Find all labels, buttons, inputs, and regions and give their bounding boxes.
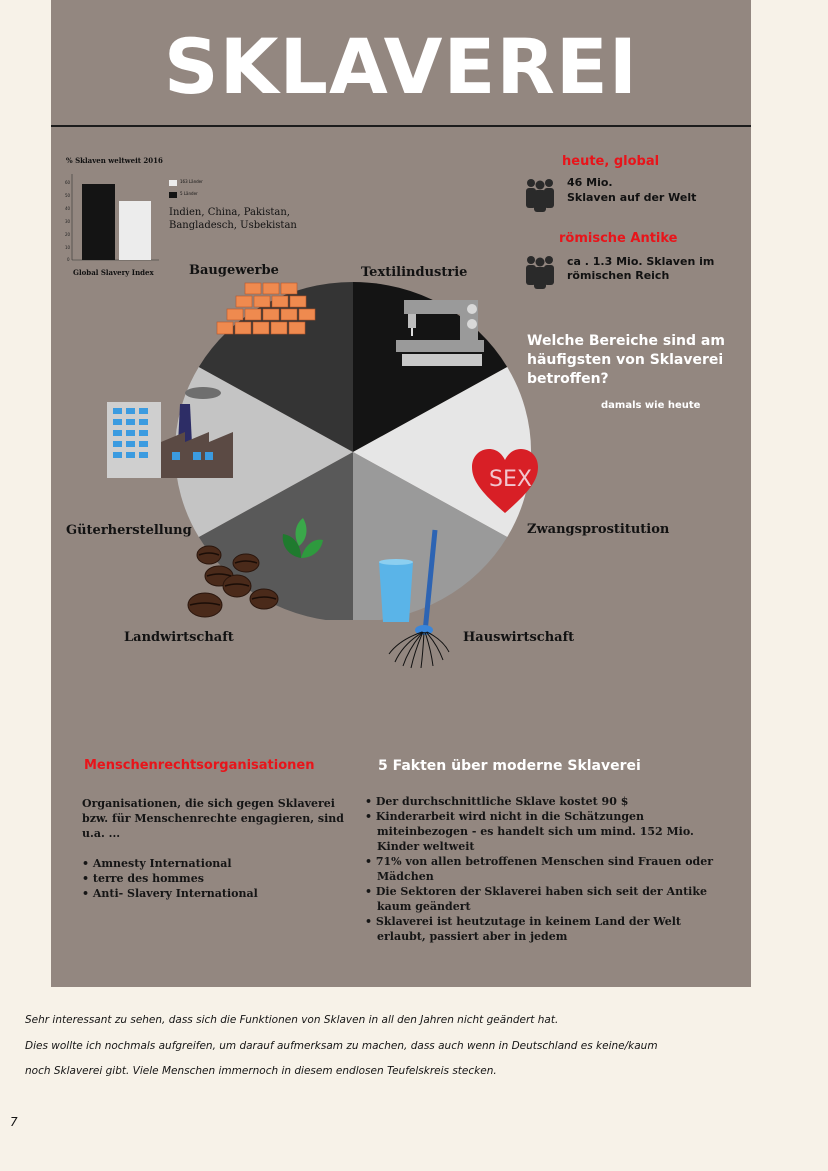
coffee-beans-icon [185,543,281,623]
sewing-machine-icon [394,298,489,373]
question-line-2: häufigsten von Sklaverei [527,352,724,368]
organisation-item: • Amnesty International [82,856,382,871]
organisations-heading: Menschenrechtsorganisationen [84,758,315,773]
organisations-intro-3: u.a. ... [82,827,121,840]
today-stat [567,175,696,205]
countries-line-1: Indien, China, Pakistan, [169,207,290,218]
organisation-item: • terre des hommes [82,871,382,886]
fact-item: • Der durchschnittliche Sklave kostet 90 $ [365,794,725,809]
fact-item: • Die Sektoren der Sklaverei haben sich seit der Antike kaum geändert [365,884,725,914]
tick-20: 20 [65,232,71,237]
bar-5-countries [82,184,115,260]
legend-5: 5 Länder [180,191,198,196]
legend-swatch-163 [169,180,177,186]
question-line-1: Welche Bereiche sind am [527,333,725,349]
page-number: 7 [10,1115,18,1129]
broom-bucket-icon [373,524,459,670]
today-value: 46 Mio. [567,176,613,189]
handwritten-line-1: Sehr interessant zu sehen, dass sich die Funktionen von Sklaven in all den Jahren nicht geändert hat. [25,1014,559,1026]
ancient-text: römischen Reich [567,269,670,282]
sector-textilindustrie: Textilindustrie [361,265,468,280]
organisations-intro-1: Organisationen, die sich gegen Sklaverei [82,797,335,810]
fact-item: • Kinderarbeit wird nicht in die Schätzungen miteinbezogen - es handelt sich um mind. 152 Mio. Kinder weltweit [365,809,725,854]
legend-swatch-5 [169,192,177,198]
title-divider [51,125,751,127]
small-bar-chart [59,168,169,268]
question-text [527,332,725,389]
countries-list [169,206,297,232]
tick-40: 40 [65,206,71,211]
tick-30: 30 [65,219,71,224]
poster-title: SKLAVEREI [163,22,639,111]
handwritten-line-2: Dies wollte ich nochmals aufgreifen, um darauf aufmerksam zu machen, dass auch wenn in Deutschland es keine/kaum [25,1040,658,1052]
tick-10: 10 [65,245,71,250]
sector-zwangsprostitution: Zwangsprostitution [527,522,670,537]
tick-60: 60 [65,180,71,185]
organisations-intro-2: bzw. für Menschenrechte engagieren, sind [82,812,344,825]
tick-0: 0 [67,257,70,262]
sector-landwirtschaft: Landwirtschaft [124,630,234,645]
organisations-list [82,856,382,901]
factory-icon [105,382,245,480]
countries-line-2: Bangladesch, Usbekistan [169,220,297,231]
infographic-poster [51,0,751,987]
today-heading: heute, global [562,154,660,169]
people-icon [522,176,558,212]
facts-list [365,794,725,944]
ancient-heading: römische Antike [559,231,678,246]
sector-hauswirtschaft: Hauswirtschaft [463,630,575,645]
organisations-intro [82,796,344,841]
question-sub: damals wie heute [601,400,701,411]
sector-gueterherstellung: Güterherstellung [66,523,192,538]
leaf-icon [277,516,325,562]
sector-baugewerbe: Baugewerbe [189,263,279,278]
legend-163: 163 Länder [180,179,203,184]
small-chart-title: % Sklaven weltweit 2016 [66,156,163,165]
facts-heading: 5 Fakten über moderne Sklaverei [378,758,641,774]
ancient-value: ca . 1.3 Mio. Sklaven im [567,255,715,268]
today-text: Sklaven auf der Welt [567,191,697,204]
question-line-3: betroffen? [527,371,609,387]
organisation-item: • Anti- Slavery International [82,886,382,901]
bricks-icon [215,281,317,337]
small-chart-xlabel: Global Slavery Index [73,268,154,277]
tick-50: 50 [65,193,71,198]
fact-item: • Sklaverei ist heutzutage in keinem Land der Welt erlaubt, passiert aber in jedem [365,914,725,944]
ancient-stat [567,255,714,283]
handwritten-line-3: noch Sklaverei gibt. Viele Menschen immernoch in diesem endlosen Teufelskreis stecken. [25,1065,497,1077]
fact-item: • 71% von allen betroffenen Menschen sind Frauen oder Mädchen [365,854,725,884]
bar-163-countries [119,201,151,260]
heart-label: SEX [489,467,532,492]
